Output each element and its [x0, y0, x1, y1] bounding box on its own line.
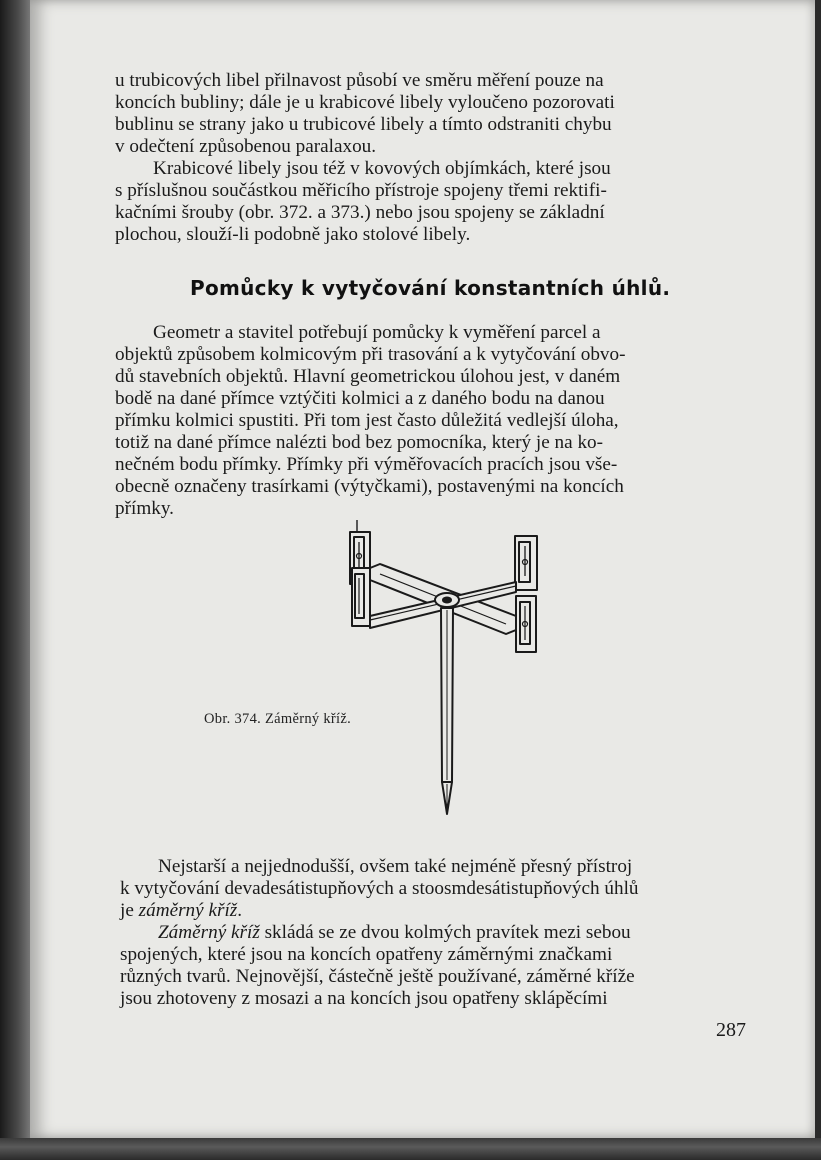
section-heading: Pomůcky k vytyčování konstantních úhlů.: [190, 276, 671, 300]
text-line: přímky.: [115, 498, 174, 519]
emphasis-term: záměrný kříž: [138, 900, 238, 921]
text-line: [120, 922, 720, 944]
text-line: bublinu se strany jako u trubicové libely a tímto odstraniti chybu: [115, 114, 612, 135]
emphasis-term: Záměrný kříž: [158, 922, 260, 943]
text-fragment: .: [237, 900, 243, 921]
text-fragment: je: [120, 900, 139, 921]
text-line: jsou zhotoveny z mosazi a na koncích jsou opatřeny sklápěcími: [120, 988, 608, 1009]
text-line: plochou, slouží-li podobně jako stolové libely.: [115, 224, 471, 245]
text-line: k vytyčování devadesátistupňových a stoosmdesátistupňových úhlů: [120, 878, 639, 899]
text-line: koncích bubliny; dále je u krabicové libely vyloučeno pozorovati: [115, 92, 615, 113]
text-line: totiž na dané přímce nalézti bod bez pomocníka, který je na ko-: [115, 432, 604, 453]
text-line: u trubicových libel přilnavost působí ve směru měření pouze na: [115, 70, 604, 91]
text-line: Nejstarší a nejjednodušší, ovšem také nejméně přesný přístroj: [158, 856, 633, 877]
text-line: spojených, které jsou na koncích opatřeny záměrnými značkami: [120, 944, 613, 965]
text-line: bodě na dané přímce vztýčiti kolmici a z daného bodu na danou: [115, 388, 605, 409]
text-line: kačními šrouby (obr. 372. a 373.) nebo jsou spojeny se základní: [115, 202, 605, 223]
text-line: v odečtení způsobenou paralaxou.: [115, 136, 377, 157]
paragraph-1: [115, 70, 713, 158]
text-line: [120, 900, 720, 922]
paragraph-4: [120, 856, 720, 922]
paragraph-5: [120, 922, 720, 1010]
paragraph-2: [115, 158, 713, 246]
text-line: různých tvarů. Nejnovější, částečně ještě používané, záměrné kříže: [120, 966, 635, 987]
figure-caption: Obr. 374. Záměrný kříž.: [204, 711, 352, 727]
text-line: Geometr a stavitel potřebují pomůcky k vyměření parcel a: [153, 322, 601, 343]
text-line: přímku kolmici spustiti. Při tom jest často důležitá vedlejší úloha,: [115, 410, 619, 431]
text-line: objektů způsobem kolmicovým při trasování a k vytyčování obvo-: [115, 344, 626, 365]
text-fragment: skládá se ze dvou kolmých pravítek mezi sebou: [259, 922, 631, 943]
paragraph-3: [115, 322, 713, 520]
page-number: 287: [716, 1019, 746, 1041]
page-bottom-edge: [0, 1138, 821, 1160]
text-line: s příslušnou součástkou měřicího přístroje spojeny třemi rektifi-: [115, 180, 607, 201]
book-page: [30, 0, 815, 1138]
sighting-cross-illustration: [330, 520, 570, 820]
text-line: Krabicové libely jsou též v kovových objímkách, které jsou: [153, 158, 611, 179]
text-line: dů stavebních objektů. Hlavní geometrickou úlohou jest, v daném: [115, 366, 621, 387]
book-binding-shadow: [0, 0, 30, 1160]
text-line: nečném bodu přímky. Přímky při výměřovacích pracích jsou vše-: [115, 454, 618, 475]
text-line: obecně označeny trasírkami (výtyčkami), postavenými na koncích: [115, 476, 624, 497]
